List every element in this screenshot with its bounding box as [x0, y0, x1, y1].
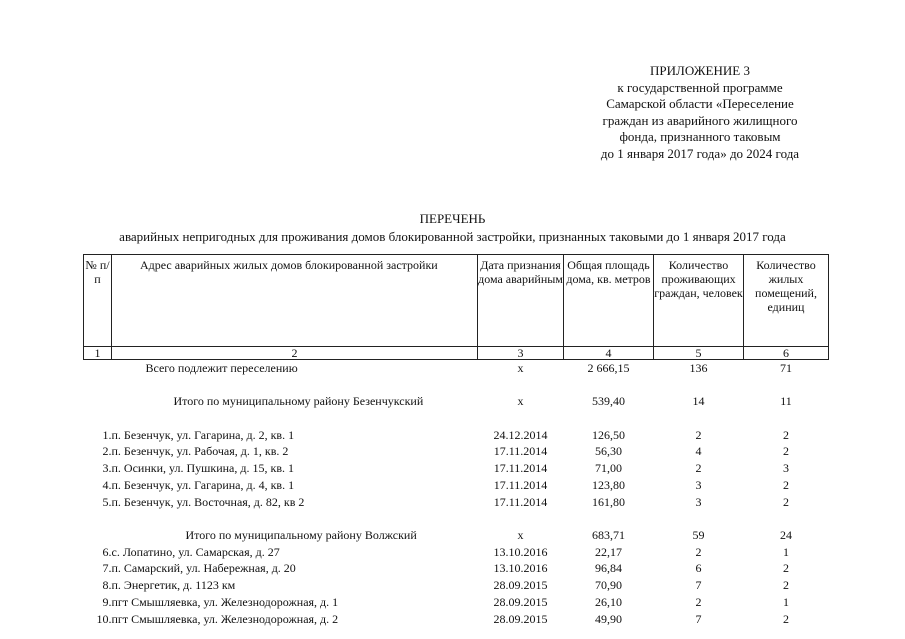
row-address: с. Лопатино, ул. Самарская, д. 27: [111, 544, 280, 559]
column-number: 1: [84, 347, 112, 360]
column-number: 6: [744, 347, 829, 360]
row-area: 56,30: [595, 444, 622, 459]
appendix-line: ПРИЛОЖЕНИЕ 3: [650, 63, 750, 78]
row-area: 161,80: [592, 494, 625, 509]
row-premises: 1: [783, 544, 789, 559]
row-premises: 2: [783, 561, 789, 576]
table-row: [84, 560, 829, 577]
column-number: 2: [112, 347, 478, 360]
column-number: 3: [478, 347, 564, 360]
row-area: 22,17: [595, 544, 622, 559]
row-area: 123,80: [592, 477, 625, 492]
row-address: пгт Смышляевка, ул. Железнодорожная, д. 1: [111, 594, 339, 609]
row-residents: 4: [695, 444, 702, 459]
row-date: 17.11.2014: [493, 461, 548, 476]
table-row: [84, 594, 829, 611]
row-address: п. Безенчук, ул. Гагарина, д. 4, кв. 1: [111, 477, 295, 492]
row-num: 6.: [102, 544, 112, 559]
appendix-line: до 1 января 2017 года» до 2024 года: [600, 145, 800, 161]
row-address: п. Безенчук, ул. Гагарина, д. 2, кв. 1: [111, 427, 295, 442]
appendix-header: [570, 63, 830, 162]
row-residents: 3: [695, 477, 702, 492]
row-date: 17.11.2014: [493, 494, 548, 509]
row-address: п. Безенчук, ул. Рабочая, д. 1, кв. 2: [111, 444, 289, 459]
row-residents: 6: [695, 561, 702, 576]
total-row: [84, 360, 829, 377]
column-number: 5: [654, 347, 744, 360]
row-residents: 2: [695, 594, 702, 609]
total-label: Всего подлежит переселению: [145, 361, 298, 375]
row-num: 8.: [102, 578, 112, 593]
row-address: п. Осинки, ул. Пушкина, д. 15, кв. 1: [111, 461, 294, 476]
row-area: 49,90: [595, 611, 622, 626]
column-numbers-row: [84, 347, 829, 360]
header-address: Адрес аварийных жилых домов блокированной застройки: [112, 255, 478, 347]
row-date: 13.10.2016: [493, 561, 548, 576]
group-area: 539,40: [592, 394, 625, 409]
row-area: 71,00: [595, 461, 622, 476]
row-area: 126,50: [592, 427, 625, 442]
header-premises: Количество жилых помещений, единиц: [744, 255, 829, 347]
row-num: 9.: [102, 594, 112, 609]
total-date: х: [517, 361, 524, 375]
table-row: [84, 460, 829, 477]
row-premises: 2: [783, 427, 789, 442]
row-date: 28.09.2015: [493, 611, 548, 626]
group-residents: 14: [692, 394, 705, 409]
table-row: [84, 544, 829, 561]
row-address: п. Безенчук, ул. Восточная, д. 82, кв 2: [111, 494, 305, 509]
row-residents: 7: [695, 611, 702, 626]
column-number: 4: [564, 347, 654, 360]
row-num: 3.: [102, 461, 112, 476]
appendix-line: граждан из аварийного жилищного: [602, 112, 798, 128]
row-num: 7.: [102, 561, 112, 576]
row-area: 70,90: [595, 578, 622, 593]
row-num: 1.: [102, 427, 112, 442]
table-row: [84, 611, 829, 628]
row-date: 28.09.2015: [493, 578, 548, 593]
table-row: [84, 427, 829, 444]
document-subtitle: аварийных непригодных для проживания домов блокированной застройки, признанных таковыми до 1 января 2017 года: [119, 229, 786, 244]
appendix-line: к государственной программе: [617, 79, 783, 95]
row-area: 26,10: [595, 594, 622, 609]
row-residents: 3: [695, 494, 702, 509]
row-premises: 2: [783, 611, 789, 626]
appendix-line: фонда, признанного таковым: [619, 129, 781, 144]
total-residents: 136: [689, 361, 708, 375]
row-premises: 2: [783, 477, 789, 492]
header-num: № п/п: [84, 255, 112, 347]
row-num: 4.: [102, 477, 112, 492]
row-premises: 1: [783, 594, 789, 609]
row-date: 17.11.2014: [493, 477, 548, 492]
row-date: 28.09.2015: [493, 594, 548, 609]
header-residents: Количество проживающих граждан, человек: [654, 255, 744, 347]
row-premises: 2: [783, 578, 789, 593]
table-row: [84, 577, 829, 594]
row-residents: 7: [695, 578, 702, 593]
group-premises: 11: [780, 394, 792, 409]
header-area: Общая площадь дома, кв. метров: [564, 255, 654, 347]
row-num: 10.: [96, 611, 112, 626]
row-address: пгт Смышляевка, ул. Железнодорожная, д. 2: [111, 611, 339, 626]
group-label: Итого по муниципальному району Безенчукский: [173, 394, 424, 409]
row-address: п. Энергетик, д. 1123 км: [111, 578, 236, 593]
document-title: ПЕРЕЧЕНЬ: [419, 211, 486, 226]
group-total-row: [84, 527, 829, 544]
row-residents: 2: [695, 461, 702, 476]
group-premises: 24: [780, 527, 792, 542]
row-residents: 2: [695, 427, 702, 442]
header-date: Дата признания дома аварийным: [478, 255, 564, 347]
total-area: 2 666,15: [587, 361, 630, 375]
table-row: [84, 494, 829, 511]
row-area: 96,84: [595, 561, 622, 576]
group-area: 683,71: [592, 527, 625, 542]
group-total-row: [84, 393, 829, 410]
table-row: [84, 443, 829, 460]
row-date: 13.10.2016: [493, 544, 548, 559]
row-premises: 2: [783, 494, 789, 509]
housing-table: [83, 254, 829, 627]
row-num: 5.: [102, 494, 112, 509]
group-date: х: [517, 527, 524, 542]
row-date: 24.12.2014: [493, 427, 548, 442]
table-row: [84, 477, 829, 494]
row-num: 2.: [102, 444, 112, 459]
table-header-row: [84, 255, 829, 347]
group-date: х: [517, 394, 524, 409]
row-date: 17.11.2014: [493, 444, 548, 459]
row-residents: 2: [695, 544, 702, 559]
total-premises: 71: [780, 361, 792, 375]
appendix-line: Самарской области «Переселение: [606, 96, 794, 111]
row-premises: 3: [783, 461, 789, 476]
row-premises: 2: [783, 444, 789, 459]
row-address: п. Самарский, ул. Набережная, д. 20: [111, 561, 296, 576]
group-label: Итого по муниципальному району Волжский: [185, 527, 417, 542]
group-residents: 59: [692, 527, 705, 542]
